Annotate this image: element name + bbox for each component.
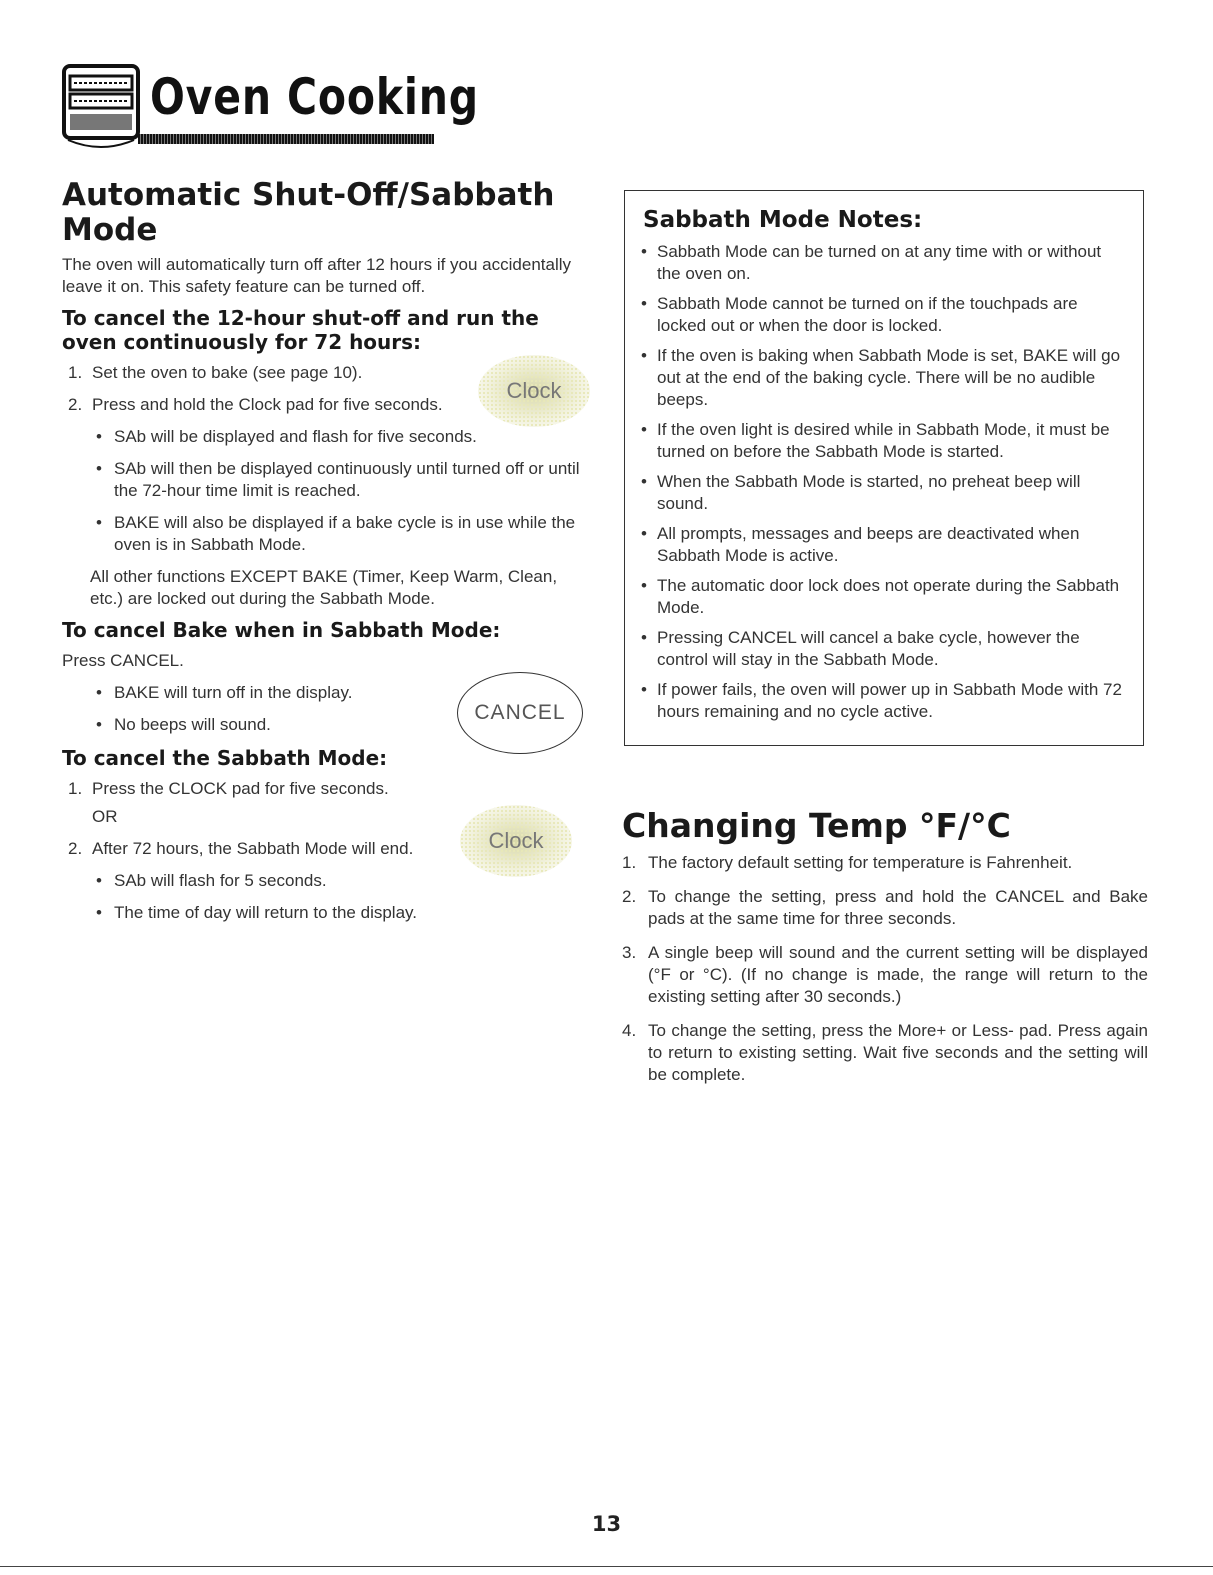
- list-item: • SAb will be displayed and flash for five seconds.: [96, 427, 477, 446]
- or-text: OR: [92, 807, 118, 826]
- press-cancel-text: Press CANCEL.: [62, 651, 184, 670]
- page-header: [62, 62, 479, 152]
- sabbath-notes-box: [624, 190, 1144, 746]
- heading-cancel-bake: To cancel Bake when in Sabbath Mode:: [62, 618, 501, 642]
- list-item: • Sabbath Mode cannot be turned on if the touchpads are locked out or when the door is locked.: [641, 294, 1078, 335]
- section-title-sabbath: Automatic Shut-Off/Sabbath Mode: [62, 177, 555, 248]
- list-item: • Pressing CANCEL will cancel a bake cycle, however the control will stay in the Sabbath Mode.: [641, 628, 1080, 669]
- heading-cancel-sabbath: To cancel the Sabbath Mode:: [62, 746, 388, 770]
- list-item: 4. To change the setting, press the More+ or Less- pad. Press again to return to existing setting. Wait five seconds and the setting will be complete.: [622, 1021, 1148, 1084]
- list-item: 1. Press the CLOCK pad for five seconds.: [68, 779, 389, 798]
- list-item: • BAKE will also be displayed if a bake cycle is in use while the oven is in Sabbath Mode.: [96, 513, 576, 554]
- header-title: Oven Cooking: [150, 68, 479, 126]
- list-item: • When the Sabbath Mode is started, no preheat beep will sound.: [641, 472, 1081, 513]
- header-rule: [138, 134, 434, 144]
- bullets-list-3: [62, 870, 582, 924]
- footer-rule: [0, 1566, 1213, 1567]
- clock-pad-label: Clock: [506, 378, 562, 403]
- list-item: 2. After 72 hours, the Sabbath Mode will end.: [68, 839, 414, 858]
- list-item: • SAb will flash for 5 seconds.: [96, 871, 327, 890]
- list-item: 3. A single beep will sound and the current setting will be displayed (°F or °C). (If no change is made, the range will return to the existing setting after 30 seconds.): [622, 943, 1148, 1006]
- list-item: 2. To change the setting, press and hold the CANCEL and Bake pads at the same time for three seconds.: [622, 887, 1148, 928]
- list-item: • BAKE will turn off in the display.: [96, 683, 353, 702]
- heading-cancel-12h: To cancel the 12-hour shut-off and run the oven continuously for 72 hours:: [62, 306, 539, 354]
- list-item: • If the oven light is desired while in Sabbath Mode, it must be turned on before the Sabbath Mode is started.: [641, 420, 1110, 461]
- intro-paragraph: The oven will automatically turn off after 12 hours if you accidentally leave it on. This safety feature can be turned off.: [62, 255, 572, 296]
- cancel-pad-label: CANCEL: [474, 701, 566, 724]
- clock-pad-illustration: [478, 355, 590, 427]
- list-item: • If the oven is baking when Sabbath Mode is set, BAKE will go out at the end of the baking cycle. There will be no audible beeps.: [641, 346, 1121, 409]
- list-item: • All prompts, messages and beeps are deactivated when Sabbath Mode is active.: [641, 524, 1080, 565]
- list-item: • SAb will then be displayed continuously until turned off or until the 72-hour time limit is reached.: [96, 459, 580, 500]
- bullets-list-1: [62, 426, 582, 556]
- list-item: 1. Set the oven to bake (see page 10).: [68, 363, 363, 382]
- list-item: • If power fails, the oven will power up in Sabbath Mode with 72 hours remaining and no cycle active.: [641, 680, 1122, 721]
- notes-title: Sabbath Mode Notes:: [643, 207, 923, 233]
- list-item: • Sabbath Mode can be turned on at any time with or without the oven on.: [641, 242, 1102, 283]
- list-item: 1. The factory default setting for temperature is Fahrenheit.: [622, 853, 1073, 872]
- list-item: • The automatic door lock does not operate during the Sabbath Mode.: [641, 576, 1120, 617]
- list-item: 2. Press and hold the Clock pad for five seconds.: [68, 395, 443, 414]
- page-number: 13: [591, 1512, 622, 1536]
- clock-pad-label: Clock: [488, 828, 544, 853]
- locked-note: All other functions EXCEPT BAKE (Timer, Keep Warm, Clean, etc.) are locked out during the Sabbath Mode.: [90, 567, 558, 608]
- list-item: • No beeps will sound.: [96, 715, 271, 734]
- cancel-pad-illustration: [457, 672, 583, 754]
- list-item: • The time of day will return to the display.: [96, 903, 417, 922]
- clock-pad-illustration-2: [460, 805, 572, 877]
- section-title-temp: Changing Temp °F/°C: [622, 806, 1011, 845]
- oven-icon: [62, 62, 140, 150]
- temp-section: [622, 806, 1148, 1098]
